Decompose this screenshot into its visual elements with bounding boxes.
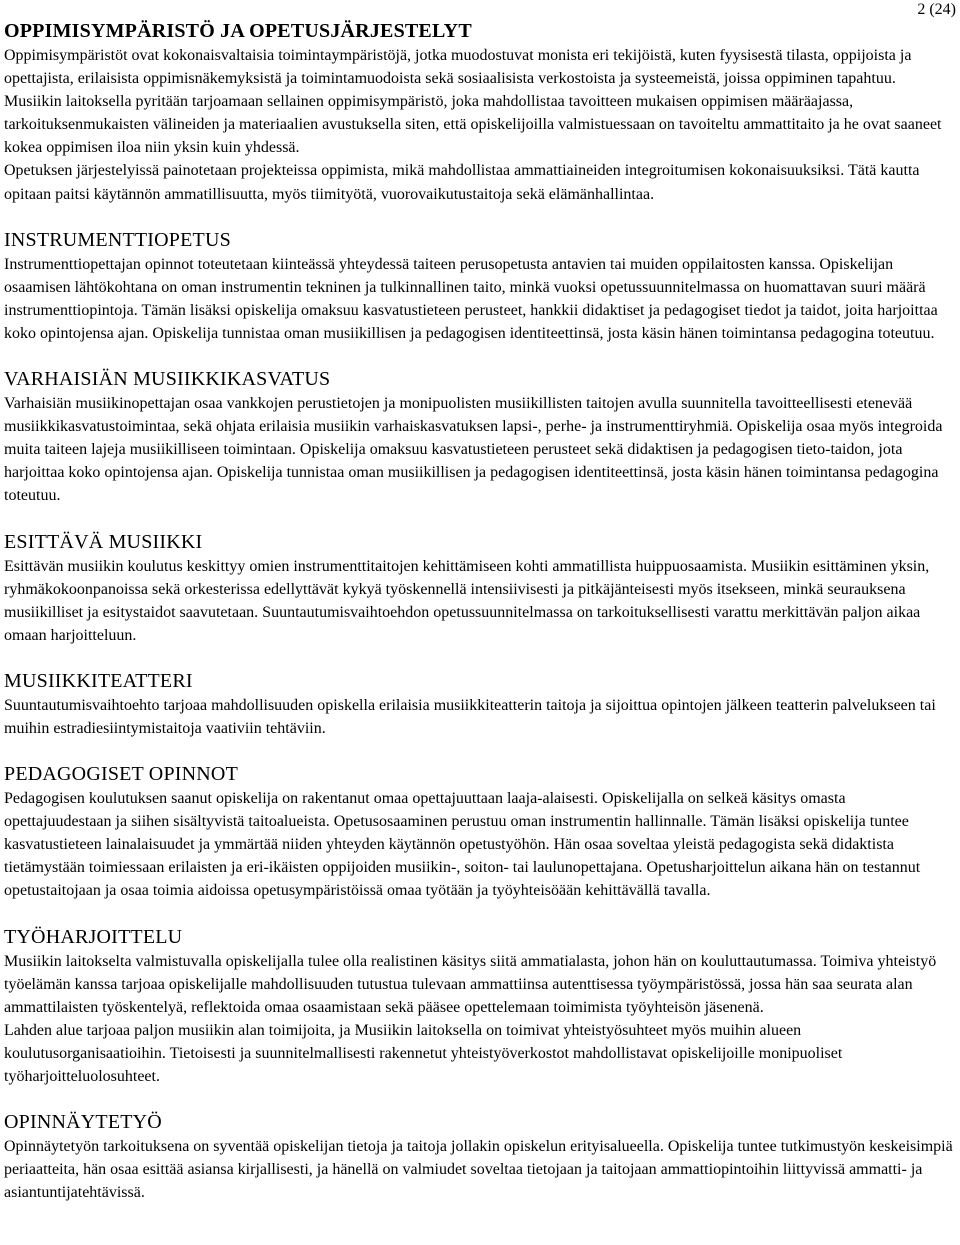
section-heading: OPPIMISYMPÄRISTÖ JA OPETUSJÄRJESTELYT <box>4 20 472 42</box>
section-heading: ESITTÄVÄ MUSIIKKI <box>4 530 203 553</box>
section-paragraph: Oppimisympäristöt ovat kokonaisvaltaisia toimintaympäristöjä, jotka muodostuvat monista eri tekijöistä, kuten fyysisestä tilasta, oppijoista ja opettajista, erilaisista oppimisnäkemyksistä ja toimintamuodoista sekä sosiaalisista verkostoista ja systeemeistä, joissa oppiminen tapahtuu. Musiikin laitoksella pyritään tarjoamaan sellainen oppimisympäristö, joka mahdollistaa tavoitteen mukaisen oppimisen määräajassa, tarkoituksenmukaisten välineiden ja materiaalien avustuksella siten, että opiskelijoilla valmistuessaan on tavoiteltu ammattitaito ja he ovat saaneet kokea oppimisen iloa niin yksin kuin yhdessä. <box>4 47 942 157</box>
section-paragraph: Pedagogisen koulutuksen saanut opiskelija on rakentanut omaa opettajuuttaan laaja-alaisesti. Opiskelijalla on selkeä käsitys omasta opettajuudestaan ja siihen sisältyvistä taitoalueista. Opetusosaaminen perustuu oman instrumentin hallinnalle. Tämän lisäksi opiskelija tuntee kasvatustieteen lainalaisuudet ja ymmärtää niiden yhteyden käytännön opetustyöhön. Hän osaa soveltaa yleistä pedagogista sekä didaktista tietämystään toimiessaan erilaisten ja eri-ikäisten oppijoiden musiikin-, soiton- tai laulunopettajana. Opetusharjoittelun aikana hän on testannut opetustaitojaan ja osaa toimia aidoissa opetusympäristöissä omaa työtään ja työyhteisöään kehittävällä tavalla. <box>4 790 921 900</box>
section-oppimisymparisto <box>4 18 954 206</box>
section-paragraph: Opinnäytetyön tarkoituksena on syventää opiskelijan tietoja ja taitoja jollakin opiskelun erityisalueella. Opiskelija tuntee tutkimustyön keskeisimpiä periaatteita, hän osaa esittää asiansa kirjallisesti, ja hänellä on valmiudet soveltaa tietojaan ja taitojaan ammattiopintoihin liittyvissä ammatti- ja asiantuntijatehtävissä. <box>4 1138 953 1202</box>
section-paragraph: Esittävän musiikin koulutus keskittyy omien instrumenttitaitojen kehittämiseen kohti ammatillista huippuosaamista. Musiikin esittäminen yksin, ryhmäkokoonpanoissa sekä orkesterissa edellyttävät kykyä työskennellä intensiivisesti ja pitkäjänteisesti myös itsekseen, minkä seurauksena musiikilliset ja esitystaidot saavutetaan. Suuntautumisvaihtoehdon opetussuunnitelmassa on tarkoituksellisesti varattu merkittävän paljon aikaa omaan harjoitteluun. <box>4 557 930 644</box>
section-heading: PEDAGOGISET OPINNOT <box>4 763 238 786</box>
section-musiikkiteatteri <box>4 668 954 740</box>
section-heading: MUSIIKKITEATTERI <box>4 669 193 692</box>
section-paragraph: Opetuksen järjestelyissä painotetaan projekteissa oppimista, mikä mahdollistaa ammattiaineiden integroitumisen kokonaisuuksiksi. Tätä kautta opitaan paitsi käytännön ammatillisuutta, myös tiimityötä, vuorovaikutustaitoja sekä elämänhallintaa. <box>4 162 920 203</box>
section-esittava-musiikki <box>4 529 954 647</box>
section-heading: INSTRUMENTTIOPETUS <box>4 228 231 251</box>
document-body <box>4 18 954 1204</box>
section-pedagogiset-opinnot <box>4 761 954 902</box>
section-paragraph: Varhaisiän musiikinopettajan osaa vankkojen perustietojen ja monipuolisten musiikillisten taitojen avulla suunnitella tavoitteellisesti etenevää musiikkikasvatustoimintaa, sekä ohjata erilaisia musiikin varhaiskasvatuksen lapsi-, perhe- ja instrumenttiryhmiä. Opiskelija osaa myös integroida muita taiteen lajeja musiikilliseen toimintaan. Opiskelija omaksuu kasvatustieteen perusteet sekä didaktisen ja pedagogisen tieto-taidon, jota harjoittaa koko opintojensa ajan. Opiskelija tunnistaa oman musiikillisen ja pedagogisen identiteettinsä, josta käsin hänen toimintansa pedagogina toteutuu. <box>4 395 943 505</box>
section-paragraph: Lahden alue tarjoaa paljon musiikin alan toimijoita, ja Musiikin laitoksella on toimivat yhteistyösuhteet myös muihin alueen koulutusorganisaatioihin. Tietoisesti ja suunnitelmallisesti rakennetut yhteistyöverkostot mahdollistavat opiskelijoille monipuoliset työharjoitteluolosuhteet. <box>4 1021 843 1085</box>
section-heading: OPINNÄYTETYÖ <box>4 1111 162 1134</box>
section-heading: VARHAISIÄN MUSIIKKIKASVATUS <box>4 368 331 391</box>
page-number: 2 (24) <box>917 1 956 18</box>
section-paragraph: Musiikin laitokselta valmistuvalla opiskelijalla tulee olla realistinen käsitys siitä ammatialasta, johon hän on kouluttautumassa. Toimiva yhteistyö työelämän kanssa tarjoaa opiskelijalle mahdollisuuden tutustua tulevaan ammattiinsa autenttisessa työympäristössä, jossa hän saa seurata alan ammattilaisten työskentelyä, reflektoida omaa osaamistaan sekä pääsee opettelemaan toimimista työyhteisön jäsenenä. <box>4 952 937 1016</box>
section-varhaisian-musiikkikasvatus <box>4 366 954 507</box>
section-opinnaytetyo <box>4 1109 954 1204</box>
section-heading: TYÖHARJOITTELU <box>4 925 183 948</box>
section-instrumenttiopetus <box>4 227 954 345</box>
section-paragraph: Instrumenttiopettajan opinnot toteutetaan kiinteässä yhteydessä taiteen perusopetusta antavien tai muiden oppilaitosten kanssa. Opiskelijan osaamisen lähtökohtana on oman instrumentin tekninen ja tulkinnallinen taito, minkä vuoksi opetussuunnitelmassa on huomattavan suuri määrä instrumenttiopintoja. Tämän lisäksi opiskelija omaksuu kasvatustieteen perusteet, hankkii didaktiset ja pedagogiset tiedot ja taidot, joita harjoittaa koko opintojensa ajan. Opiskelija tunnistaa oman musiikillisen ja pedagogisen identiteettinsä, josta käsin hänen toimintansa pedagogina toteutuu. <box>4 255 938 342</box>
section-paragraph: Suuntautumisvaihtoehto tarjoaa mahdollisuuden opiskella erilaisia musiikkiteatterin taitoja ja sijoittua opintojen jälkeen teatterin palvelukseen tai muihin estradiesiintymistaitoja vaativiin tehtäviin. <box>4 696 936 737</box>
section-tyoharjoittelu <box>4 924 954 1089</box>
